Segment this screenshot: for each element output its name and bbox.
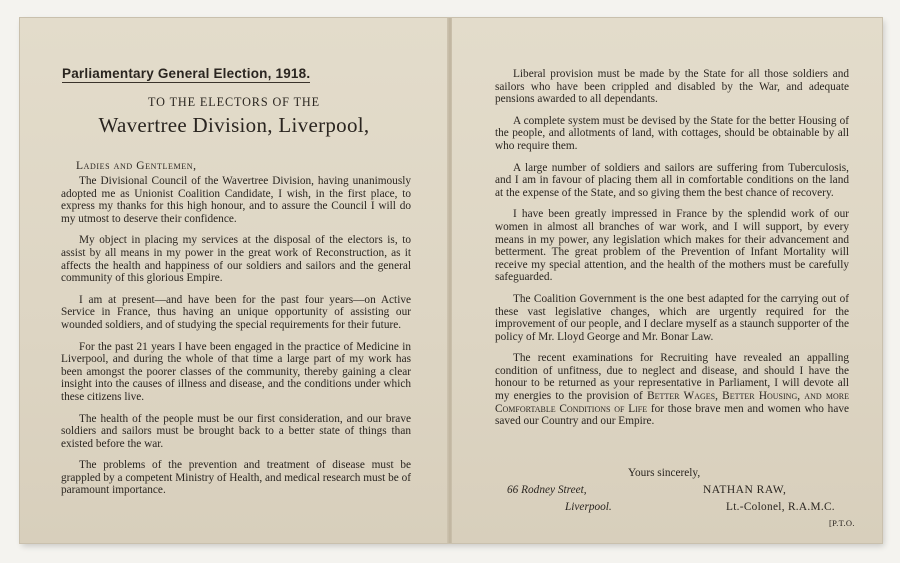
separator-text: , [715,390,723,403]
paragraph: The Coalition Government is the one best adapted for the carrying out of these vast legislative changes, which are urgently required for the improvement of our people, and I declare myself as a staunch supporter of the policy of Mr. Lloyd George and Mr. Bonar Law. [495,292,849,343]
to-electors-line: TO THE ELECTORS OF THE [148,95,320,109]
paragraph-text: for those brave men and women who have saved our Country and our Empire. [495,402,850,428]
paragraph: For the past 21 years I have been engaged in the practice of Medicine in Liverpool, and during the whole of that time a large part of my work has been amongst the poorer classes of the community, thereby gaining a clear insight into the causes of illness and disease, and the conditions under which these citizens live. [61,340,411,403]
leaflet-spread [20,18,882,543]
paragraph: The health of the people must be our first consideration, and our brave soldiers and sailors must be brought back to a better state of things than existed before the war. [61,412,411,450]
right-column [495,68,849,437]
paragraph-recruiting [495,352,849,428]
paragraph: I am at present—and have been for the past four years—on Active Service in France, thus having an unique opportunity of assisting our wounded soldiers, and of studying the special requirements for their future. [61,293,411,331]
paragraph: The problems of the prevention and treatment of disease must be grappled by a competent Ministry of Health, and medical research must be of paramount importance. [61,459,411,497]
emphasis-better-housing: Better Housing [722,390,798,403]
paragraph: My object in placing my services at the disposal of the electors is, to assist by all means in my power in the great work of Reconstruction, as it affects the health and happiness of our soldiers and sailors and the general community of this glorious Empire. [61,234,411,285]
signature-rank: Lt.-Colonel, R.A.M.C. [726,501,835,513]
address-city: Liverpool. [565,501,612,513]
closing-line: Yours sincerely, [628,467,701,479]
paragraph: Liberal provision must be made by the State for all those soldiers and sailors who have been crippled and disabled by the War, and adequate pensions awarded to all dependants. [495,68,849,106]
paragraph: A large number of soldiers and sailors are suffering from Tuberculosis, and I am in favour of placing them all in comfortable conditions on the land at the expense of the State, and so giving them the best chance of recovery. [495,161,849,199]
salutation: Ladies and Gentlemen, [76,160,197,172]
paragraph: A complete system must be devised by the State for the better Housing of the people, and allotments of land, with cottages, should be obtainable by all who require them. [495,114,849,152]
paragraph: I have been greatly impressed in France by the splendid work of our women in almost all branches of war work, and I will support, by every means in my power, any legislation which makes for their advancement and betterment. The great problem of the Prevention of Infant Mortality will receive my special attention, and the health of the mothers must be carefully safeguarded. [495,208,849,284]
division-title: Wavertree Division, Liverpool, [98,113,370,137]
paragraph-text: The recent examinations for Recruiting have revealed an appalling condition of unfitness, due to neglect and disease, and should I have the honour to be returned as your representative in Parliament, I will devote all my energies to the provision of [495,352,849,403]
left-column [61,175,411,506]
address-street: 66 Rodney Street, [507,484,587,496]
election-heading: Parliamentary General Election, 1918. [62,66,311,81]
pto-note: [P.T.O. [829,518,855,528]
emphasis-better-wages: Better Wages [647,390,716,403]
paragraph: The Divisional Council of the Wavertree Division, having unanimously adopted me as Unionist Coalition Candidate, I wish, in the first place, to express my thanks for this high honour, and to assure the Council I will do my utmost to deserve their confidence. [61,175,411,225]
signature-name: NATHAN RAW, [703,484,787,496]
emphasis-comfortable-conditions: Comfortable Conditions of Life [495,402,648,415]
separator-text: , and more [797,390,850,403]
